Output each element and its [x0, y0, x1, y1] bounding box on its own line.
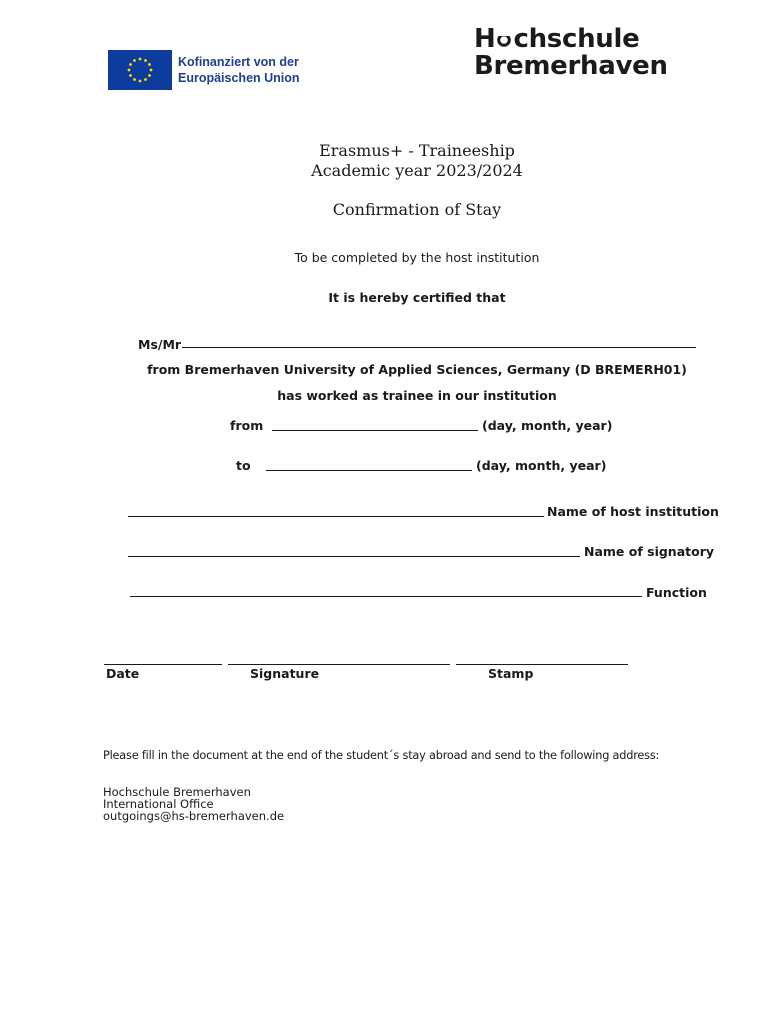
stamp-field[interactable]	[456, 664, 628, 665]
certified-text: It is hereby certified that	[328, 290, 506, 305]
logo-o-mark-icon	[496, 31, 512, 47]
signature-label: Signature	[250, 666, 320, 681]
eu-cofunding-logo	[108, 50, 330, 90]
signatory-label: Name of signatory	[584, 544, 715, 559]
document-title-line2: Academic year 2023/2024	[311, 161, 523, 180]
eu-flag-icon	[108, 50, 172, 90]
university-logo	[474, 26, 704, 80]
name-field[interactable]	[182, 347, 696, 348]
to-label: to	[236, 458, 251, 473]
address-email: outgoings@hs-bremerhaven.de	[103, 809, 285, 823]
stamp-label: Stamp	[488, 666, 534, 681]
to-date-field[interactable]	[266, 470, 472, 471]
document-title-line1: Erasmus+ - Traineeship	[319, 141, 515, 160]
date-field[interactable]	[104, 664, 222, 665]
date-label: Date	[106, 666, 140, 681]
signatory-field[interactable]	[128, 556, 580, 557]
address-line2: International Office	[103, 797, 214, 811]
from-date-hint: (day, month, year)	[482, 418, 613, 433]
document-subtitle: Confirmation of Stay	[332, 200, 502, 219]
function-label: Function	[646, 585, 707, 600]
eu-logo-line1: Kofinanziert von der	[178, 55, 299, 69]
function-field[interactable]	[130, 596, 642, 597]
host-institution-field[interactable]	[128, 516, 544, 517]
host-institution-label: Name of host institution	[547, 504, 719, 519]
footer-note: Please fill in the document at the end of the student´s stay abroad and send to the following address:	[103, 749, 660, 762]
university-text: from Bremerhaven University of Applied Sciences, Germany (D BREMERH01)	[147, 362, 687, 377]
address-line1: Hochschule Bremerhaven	[103, 785, 251, 799]
university-logo-line1: H chschule	[474, 24, 640, 54]
to-date-hint: (day, month, year)	[476, 458, 607, 473]
from-label: from	[230, 418, 264, 433]
worked-as-text: has worked as trainee in our institution	[277, 388, 557, 403]
signature-field[interactable]	[228, 664, 450, 665]
name-label: Ms/Mr	[138, 337, 182, 352]
eu-logo-line2: Europäischen Union	[178, 70, 300, 85]
university-logo-line2: Bremerhaven	[474, 51, 668, 81]
eu-logo-text	[178, 50, 328, 90]
from-date-field[interactable]	[272, 430, 478, 431]
instruction-text: To be completed by the host institution	[294, 250, 540, 265]
